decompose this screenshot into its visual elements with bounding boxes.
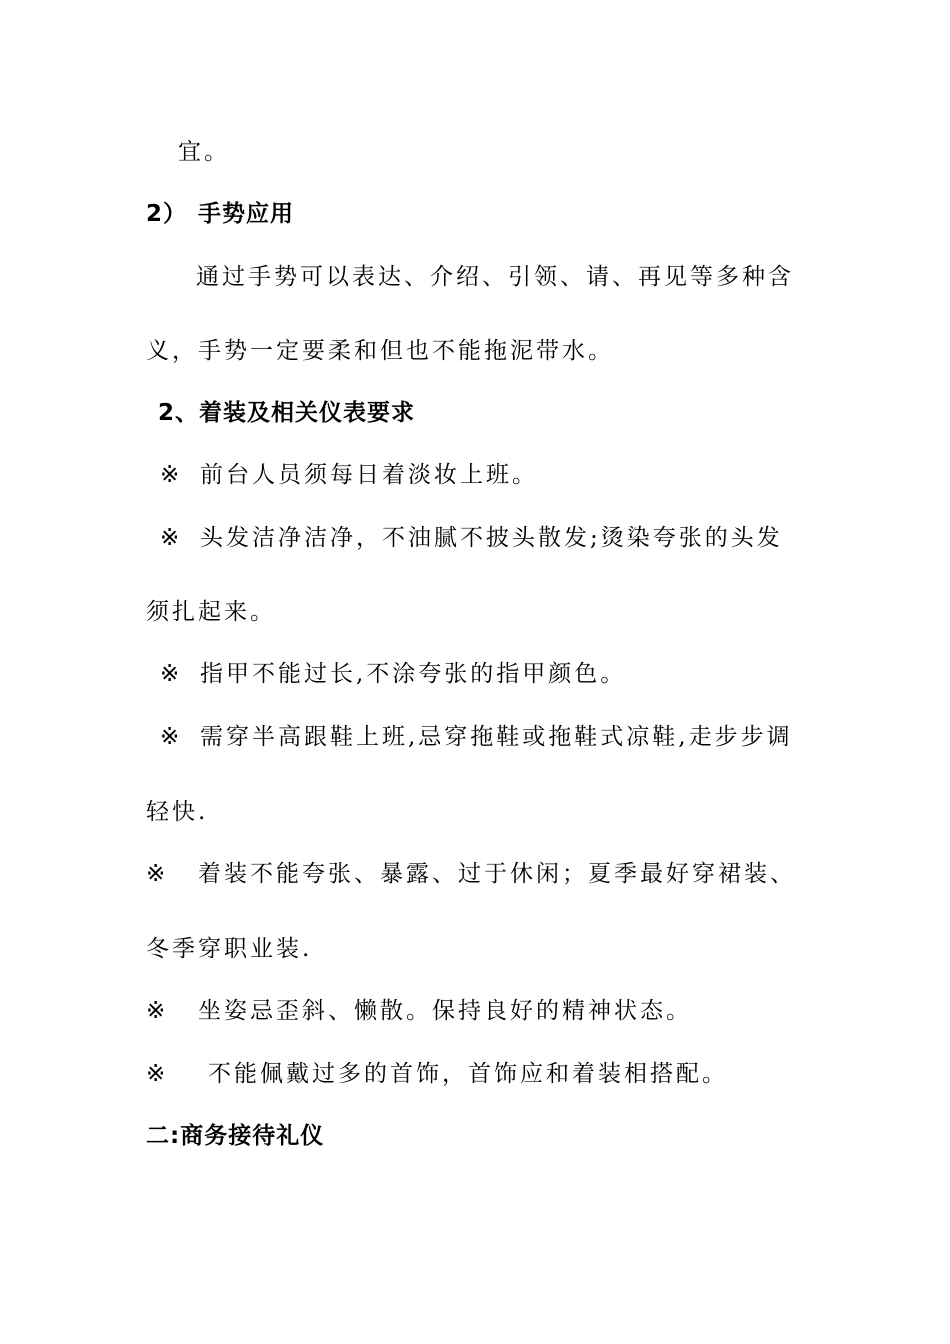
- line-text: 须扎起来。: [146, 599, 276, 625]
- bullet-item: [160, 460, 538, 490]
- reference-mark-icon: ※: [160, 661, 183, 687]
- bullet-continuation: [146, 934, 312, 964]
- reference-mark-icon: ※: [160, 525, 183, 551]
- section-heading-business-reception: [146, 1121, 324, 1151]
- paragraph-line: [146, 336, 614, 366]
- bullet-text: 不能佩戴过多的首饰，首饰应和着装相搭配。: [208, 1061, 728, 1087]
- section-title: 2、着装及相关仪表要求: [158, 400, 416, 426]
- line-text: 轻快.: [146, 799, 209, 825]
- subsection-number: 2）: [146, 201, 188, 227]
- bullet-text: 前台人员须每日着淡妆上班。: [200, 462, 538, 488]
- subsection-title: 手势应用: [198, 201, 294, 227]
- bullet-text: 坐姿忌歪斜、懒散。保持良好的精神状态。: [198, 998, 692, 1024]
- section-title: 二:商务接待礼仪: [146, 1123, 325, 1149]
- reference-mark-icon: ※: [146, 861, 169, 887]
- bullet-text: 头发洁净洁净，不油腻不披头散发;烫染夸张的头发: [200, 525, 783, 551]
- reference-mark-icon: ※: [160, 462, 183, 488]
- bullet-continuation: [146, 597, 276, 627]
- reference-mark-icon: ※: [146, 998, 169, 1024]
- section-heading-dress: [158, 398, 415, 428]
- bullet-continuation: [146, 797, 208, 827]
- reference-mark-icon: ※: [160, 724, 183, 750]
- bullet-item: [160, 523, 783, 553]
- line-text: 义，手势一定要柔和但也不能拖泥带水。: [146, 338, 614, 364]
- bullet-item: [146, 1059, 728, 1089]
- line-text: 通过手势可以表达、介绍、引领、请、再见等多种含: [196, 264, 794, 290]
- bullet-item: [146, 859, 796, 889]
- bullet-text: 指甲不能过长,不涂夸张的指甲颜色。: [200, 661, 627, 687]
- bullet-text: 需穿半高跟鞋上班,忌穿拖鞋或拖鞋式凉鞋,走步步调: [200, 724, 793, 750]
- bullet-item: [160, 659, 626, 689]
- bullet-text: 着装不能夸张、暴露、过于休闲；夏季最好穿裙装、: [198, 861, 796, 887]
- line-text: 宜。: [178, 139, 230, 165]
- bullet-item: [160, 722, 793, 752]
- paragraph-line: [196, 262, 794, 292]
- reference-mark-icon: ※: [146, 1061, 169, 1087]
- line-text: 冬季穿职业装.: [146, 936, 313, 962]
- subsection-heading-gestures: [146, 199, 294, 229]
- paragraph-continuation: [178, 137, 230, 167]
- bullet-item: [146, 996, 692, 1026]
